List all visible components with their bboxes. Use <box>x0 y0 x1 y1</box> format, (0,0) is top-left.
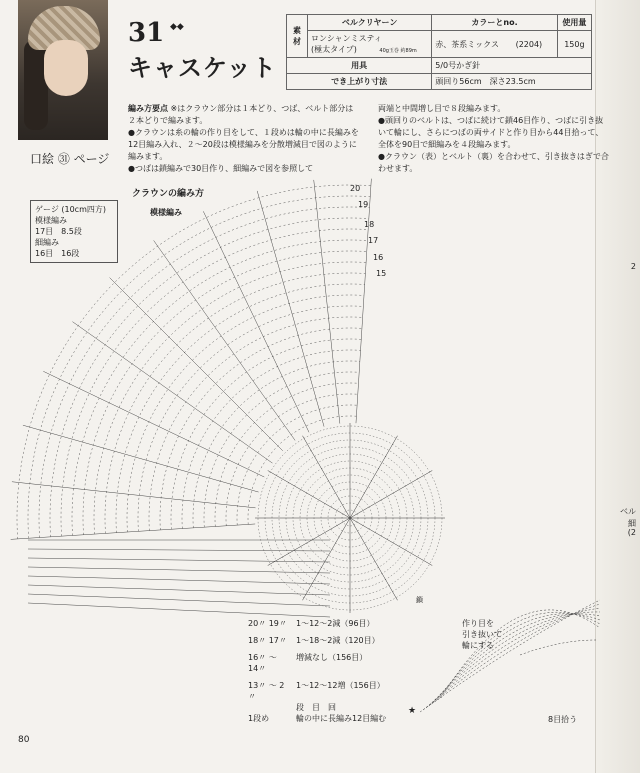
legend-row-2: 18〃 17〃 1〜18〜2減（120目） <box>248 636 380 645</box>
legend-row-5: 段 目 回 <box>296 703 336 712</box>
yarn-weight: 40g玉巻 約89m <box>379 48 417 54</box>
row-number-19: 19 <box>358 200 369 209</box>
yarn-header: ベルクリヤーン <box>308 15 432 31</box>
brim-chart <box>420 600 600 712</box>
row-number-17: 17 <box>368 236 379 245</box>
instructions-heading: 編み方要点 <box>128 104 168 113</box>
crown-chart <box>11 179 445 617</box>
page-number: 80 <box>18 735 30 745</box>
side-text-c: 細 <box>628 519 636 528</box>
side-text-b: ベル <box>620 507 636 516</box>
amount-value: 150g <box>557 31 591 58</box>
color-no: (2204) <box>515 39 543 49</box>
size-label: でき上がり寸法 <box>287 74 432 90</box>
pattern-number: 31 <box>128 18 165 48</box>
legend-row-3: 16〃 〜 14〃 増減なし（156目） <box>248 653 368 673</box>
photo-caption: 口絵 ㉛ ページ <box>30 152 110 166</box>
row-number-18: 18 <box>364 220 375 229</box>
gauge-pattern-label: 模様編み <box>35 216 67 225</box>
brim-note: 作り目を 引き抜いて 輪にする <box>462 619 502 650</box>
chart-subtitle: 模様編み <box>150 208 182 217</box>
legend-row-6: 1段め 輪の中に長編み12目編む <box>248 714 387 723</box>
chain-label: 鎖 <box>416 596 423 604</box>
legend-row-1: 20〃 19〃 1〜12〜2減（96目） <box>248 619 375 628</box>
row-number-15: 15 <box>376 269 387 278</box>
star-mark: ★ <box>408 706 417 716</box>
tools-value: 5/0号かぎ針 <box>432 58 592 74</box>
materials-label: 素材 <box>287 15 308 58</box>
gauge-title: ゲージ (10cm四方) <box>35 205 106 214</box>
side-text-a: 2 <box>630 262 636 271</box>
tools-label: 用具 <box>287 58 432 74</box>
color-name: 赤、茶系ミックス <box>435 39 500 49</box>
chart-title: クラウンの編み方 <box>132 189 205 199</box>
row-legend <box>248 618 386 724</box>
legend-row-4: 13〃 〜 2〃 1〜12〜12増（156目） <box>248 681 385 701</box>
gauge-sc-label: 細編み <box>35 238 59 247</box>
pattern-title: キャスケット <box>128 54 277 82</box>
diamond-icons: ◆◆ <box>170 22 184 32</box>
row-number-16: 16 <box>373 253 384 262</box>
side-text-d: (2 <box>627 528 636 537</box>
instructions-text-1: ※はクラウン部分は１本どり、つば、ベルト部分は２本どりで編みます。 ●クラウンは糸の輪の作り目をして、１段めは輪の中に長編みを12目編み入れ、２〜20段は模様編みを分散増減目で図のように編みます。 ●つばは鎖編みで30目作り、細編みで図を参照して <box>128 104 359 173</box>
yarn-name: ロンシャンミスティ <box>311 34 382 43</box>
size-value: 頭回り56cm 深さ23.5cm <box>432 74 592 90</box>
amount-header: 使用量 <box>557 15 591 31</box>
pick-up-note: 8目拾う <box>548 715 578 724</box>
instructions-col-2: 両端と中間増し目で８段編みます。 ●頭回りのベルトは、つばに続けて鎖46目作り、つばに引き抜いて輪にし、さらにつばの両サイドと作り目から44目拾って、全体を90目で細編みを４段編みます。 ●クラウン（表）とベルト（裏）を合わせて、引き抜きはぎで合わせます。 <box>378 104 609 173</box>
row-number-20: 20 <box>350 184 361 193</box>
gauge-sc-value: 16目 16段 <box>35 249 80 258</box>
yarn-type: (極太タイプ) <box>311 45 357 54</box>
gauge-pattern-value: 17目 8.5段 <box>35 227 82 236</box>
color-header: カラーとno. <box>432 15 558 31</box>
